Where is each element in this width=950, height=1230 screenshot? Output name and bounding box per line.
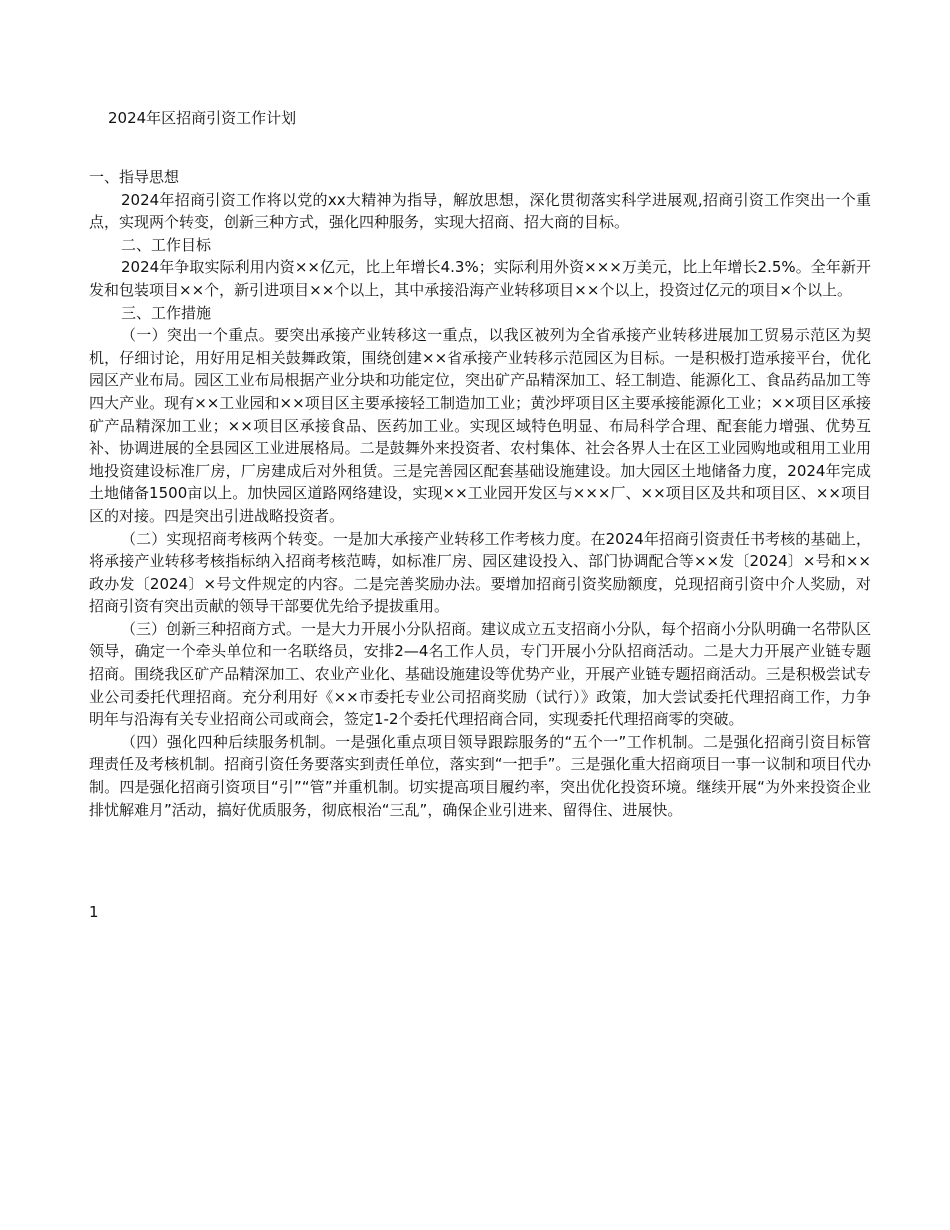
section-heading-work-measures: 三、工作措施	[121, 303, 212, 322]
paragraph-measure-1: （一）突出一个重点。要突出承接产业转移这一重点，以我区被列为全省承接产业转移进展加工贸易示范区为契机，仔细讨论，用好用足相关鼓舞政策，围绕创建××省承接产业转移示范园区为目标。一是积极打造承接平台，优化园区产业布局。园区工业布局根据产业分块和功能定位，突出矿产品精深加工、轻工制造、能源化工、食品药品加工等四大产业。现有××工业园和××项目区主要承接轻工制造加工业；黄沙坪项目区主要承接能源化工业；××项目区承接矿产品精深加工业；××项目区承接食品、医药加工业。实现区域特色明显、布局科学合理、配套能力增强、优势互补、协调进展的全县园区工业进展格局。二是鼓舞外来投资者、农村集体、社会各界人士在区工业园购地或租用工业用地投资建设标准厂房，厂房建成后对外租赁。三是完善园区配套基础设施建设。加大园区土地储备力度，2024年完成土地储备1500亩以上。加快园区道路网络建设，实现××工业园开发区与×××厂、××项目区及共和项目区、××项目区的对接。四是突出引进战略投资者。	[89, 326, 871, 525]
paragraph-measure-3: （三）创新三种招商方式。一是大力开展小分队招商。建议成立五支招商小分队，每个招商小分队明确一名带队区领导，确定一个牵头单位和一名联络员，安排2—4名工作人员，专门开展小分队招商活动。二是大力开展产业链专题招商。围绕我区矿产品精深加工、农业产业化、基础设施建设等优势产业，开展产业链专题招商活动。三是积极尝试专业公司委托代理招商。充分利用好《××市委托专业公司招商奖励（试行）》政策，加大尝试委托代理招商工作，力争明年与沿海有关专业招商公司或商会，签定1-2个委托代理招商合同，实现委托代理招商零的突破。	[89, 619, 872, 729]
document-title: 2024年区招商引资工作计划	[108, 109, 297, 127]
paragraph-measure-4: （四）强化四种后续服务机制。一是强化重点项目领导跟踪服务的“五个一”工作机制。二是强化招商引资目标管理责任及考核机制。招商引资任务要落实到责任单位，落实到“一把手”。三是强化重大招商项目一事一议制和项目代办制。四是强化招商引资项目“引”“管”并重机制。切实提高项目履约率，突出优化投资环境。继续开展“为外来投资企业排忧解难月”活动，搞好优质服务，彻底根治“三乱”，确保企业引进来、留得住、进展快。	[89, 732, 871, 819]
page-number: 1	[89, 903, 99, 921]
section-heading-work-goals: 二、工作目标	[121, 235, 212, 254]
paragraph-work-goals: 2024年争取实际利用内资××亿元，比上年增长4.3%；实际利用外资×××万美元，比上年增长2.5%。全年新开发和包装项目××个，新引进项目××个以上，其中承接沿海产业转移项目××个以上，投资过亿元的项目×个以上。	[89, 258, 871, 299]
section-heading-guiding-thought: 一、指导思想	[89, 168, 180, 186]
document-body	[89, 166, 871, 821]
paragraph-guiding-thought: 2024年招商引资工作将以党的xx大精神为指导，解放思想，深化贯彻落实科学进展观,招商引资工作突出一个重点，实现两个转变，创新三种方式，强化四种服务，实现大招商、招大商的目标。	[89, 190, 871, 232]
paragraph-measure-2: （二）实现招商考核两个转变。一是加大承接产业转移工作考核力度。在2024年招商引资责任书考核的基础上，将承接产业转移考核指标纳入招商考核范畴，如标准厂房、园区建设投入、部门协调配合等××发〔2024〕×号和××政办发〔2024〕×号文件规定的内容。二是完善奖励办法。要增加招商引资奖励额度，兑现招商引资中介人奖励，对招商引资有突出贡献的领导干部要优先给予提拔重用。	[89, 529, 871, 616]
